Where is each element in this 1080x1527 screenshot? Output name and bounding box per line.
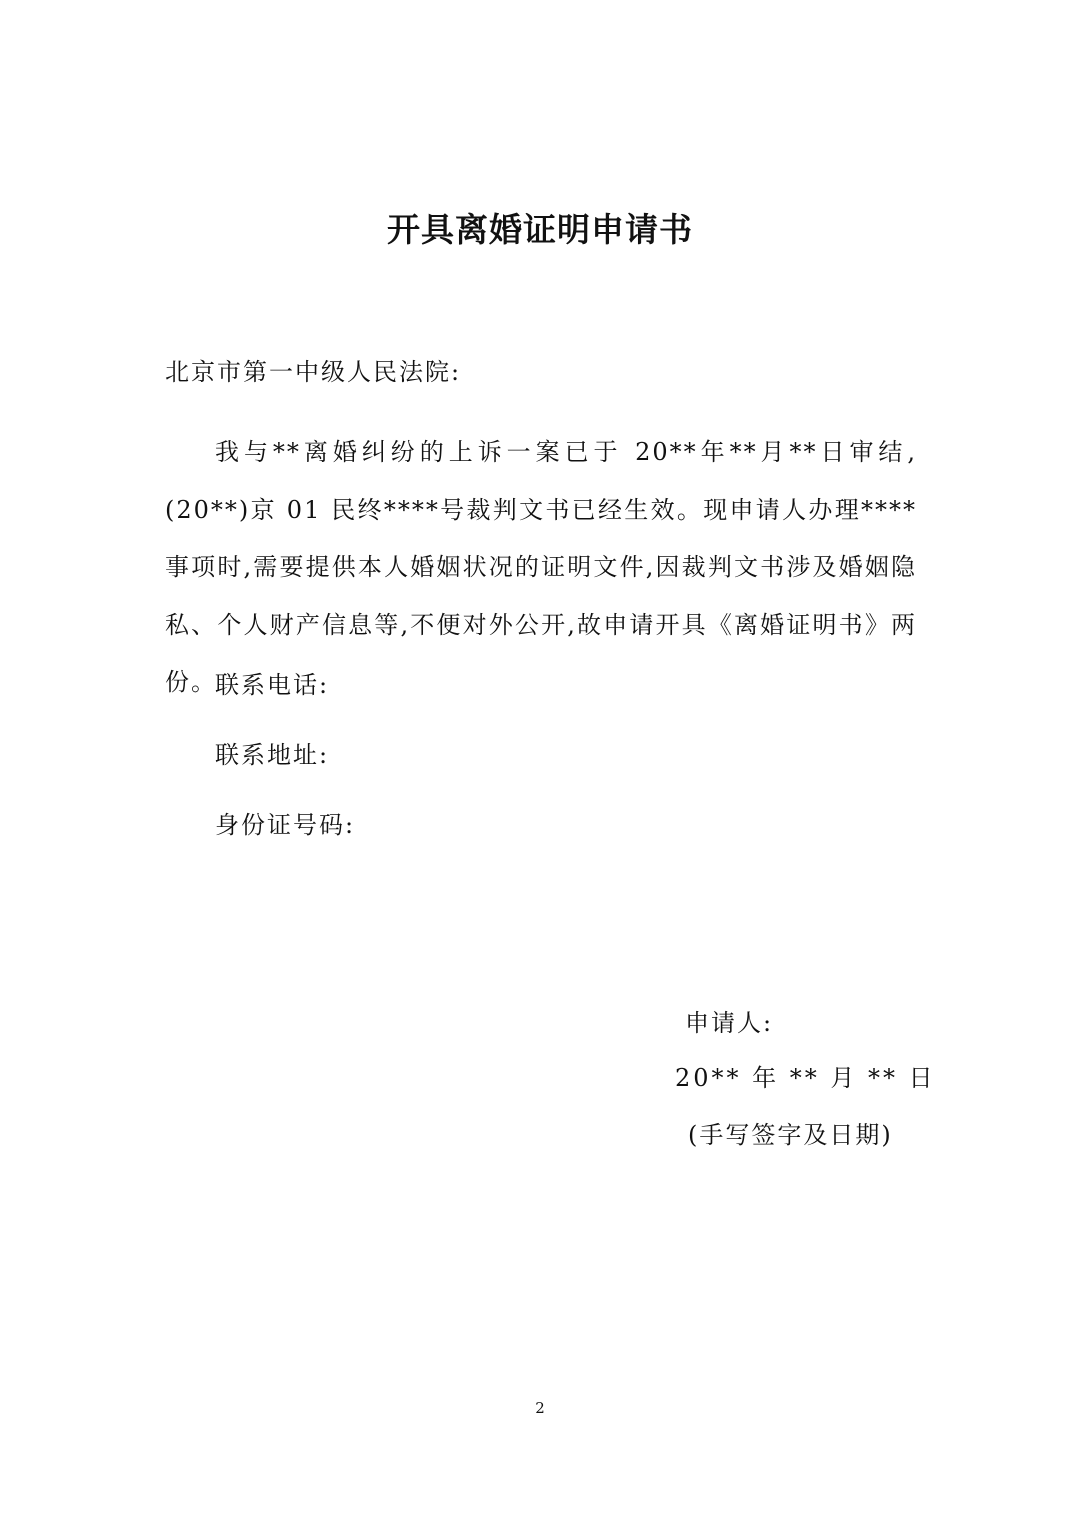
document-title: 开具离婚证明申请书: [387, 210, 693, 249]
contact-address-label: 联系地址:: [215, 741, 330, 769]
contact-phone-label: 联系电话:: [215, 671, 330, 699]
addressee: 北京市第一中级人民法院:: [165, 358, 462, 386]
body-paragraph: 我与**离婚纠纷的上诉一案已于 20**年**月**日审结,(20**)京 01 民终****号裁判文书已经生效。现申请人办理****事项时,需要提供本人婚姻状况的证明文件,因裁判文书涉及婚姻隐私、个人财产信息等,不便对外公开,故申请开具《离婚证明书》两份。: [165, 438, 917, 696]
applicant-label: 申请人:: [685, 1009, 774, 1037]
page-number: 2: [535, 1399, 545, 1417]
id-number-label: 身份证号码:: [215, 811, 356, 839]
signature-date: 20** 年 ** 月 ** 日: [675, 1064, 936, 1092]
signature-note: (手写签字及日期): [688, 1121, 893, 1149]
